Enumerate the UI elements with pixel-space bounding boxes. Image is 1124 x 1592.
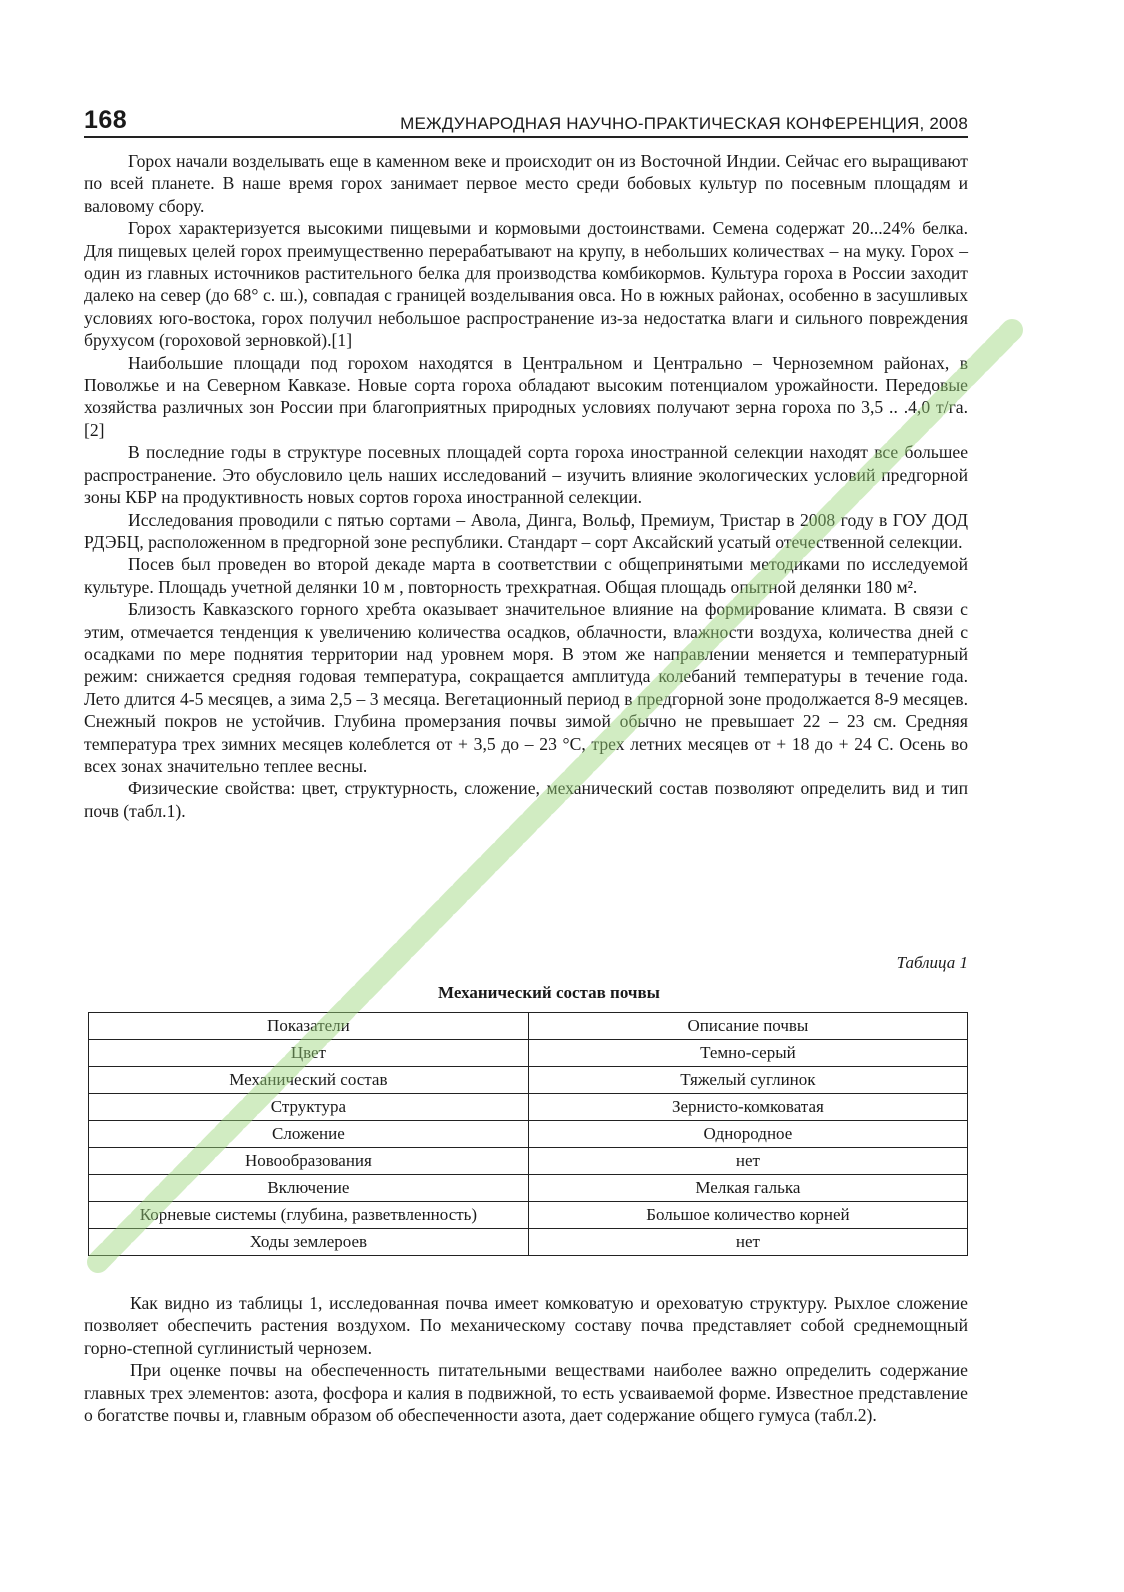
table-cell-description: Большое количество корней (528, 1202, 967, 1229)
table-row (89, 1121, 968, 1148)
table-row (89, 1148, 968, 1175)
table-cell-indicator: Корневые системы (глубина, разветвленность) (89, 1202, 529, 1229)
table-row (89, 1175, 968, 1202)
table-row (89, 1040, 968, 1067)
paragraph: В последние годы в структуре посевных площадей сорта гороха иностранной селекции находят все большее распространение. Это обусловило цель наших исследований – изучить влияние экологических условий предгорной зоны КБР на продуктивность новых сортов гороха иностранной селекции. (84, 442, 968, 508)
paragraph: Наибольшие площади под горохом находятся в Центральном и Центрально – Черноземном районах, в Поволжье и на Северном Кавказе. Новые сорта гороха обладают высоким потенциалом урожайности. Передовые хозяйства различных зон России при благоприятных природных условиях получают зерна гороха по 3,5 .. .4,0 т/га. [2] (84, 352, 968, 440)
table-cell-description: нет (528, 1229, 967, 1256)
table-cell-indicator: Механический состав (89, 1067, 529, 1094)
table-cell-description: Зернисто-комковатая (528, 1094, 967, 1121)
body-text-bottom (84, 1292, 968, 1426)
table-header-row (89, 1013, 968, 1040)
table-cell-indicator: Новообразования (89, 1148, 529, 1175)
body-text-top (84, 150, 968, 822)
page-number: 168 (84, 106, 128, 134)
table-cell-description: Темно-серый (528, 1040, 967, 1067)
table-cell-indicator: Включение (89, 1175, 529, 1202)
table-row (89, 1229, 968, 1256)
table-row (89, 1202, 968, 1229)
table-cell-description: Мелкая галька (528, 1175, 967, 1202)
paragraph: Горох начали возделывать еще в каменном веке и происходит он из Восточной Индии. Сейчас его выращивают по всей планете. В наше время горох занимает первое место среди бобовых культур по посевным площадям и валовому сбору. (84, 151, 968, 216)
paragraph: Посев был проведен во второй декаде марта в соответствии с общепринятыми методиками по исследуемой культуре. Площадь учетной делянки 10 м , повторность трехкратная. Общая площадь опытной делянки 180 м². (84, 554, 968, 597)
column-header-description: Описание почвы (528, 1013, 967, 1040)
table-cell-description: нет (528, 1148, 967, 1175)
page-header (84, 106, 968, 138)
paragraph: Близость Кавказского горного хребта оказывает значительное влияние на формирование климата. В связи с этим, отмечается тенденция к увеличению количества осадков, облачности, влажности воздуха, количества дней с осадками по мере поднятия территории над уровнем моря. В этом же направлении меняется и температурный режим: снижается средняя годовая температура, сокращается амплитуда колебаний температуры в течение года. Лето длится 4-5 месяцев, а зима 2,5 – 3 месяца. Вегетационный период в предгорной зоне продолжается 8-9 месяцев. Снежный покров не устойчив. Глубина промерзания почвы зимой обычно не превышает 22 – 23 см. Средняя температура трех зимних месяцев колеблется от + 3,5 до – 23 °С, трех летних месяцев от + 18 до + 24 С. Осень во всех зонах значительно теплее весны. (84, 599, 968, 776)
table-cell-description: Однородное (528, 1121, 967, 1148)
paragraph: Исследования проводили с пятью сортами – Авола, Динга, Вольф, Премиум, Тристар в 2008 году в ГОУ ДОД РДЭБЦ, расположенном в предгорной зоне республики. Стандарт – сорт Аксайский усатый отечественной селекции. (84, 509, 968, 552)
paragraph: Горох характеризуется высокими пищевыми и кормовыми достоинствами. Семена содержат 20...24% белка. Для пищевых целей горох преимущественно перерабатывают на крупу, в небольших количествах – на муку. Горох – один из главных источников растительного белка для производства комбикормов. Культура гороха в России заходит далеко на север (до 68° с. ш.), совпадая с границей возделывания овса. Но в южных районах, особенно в засушливых условиях юго-востока, горох получил небольшое распространение из-за недостатка влаги и сильного повреждения брухусом (гороховой зерновкой).[1] (84, 218, 968, 351)
running-title: МЕЖДУНАРОДНАЯ НАУЧНО-ПРАКТИЧЕСКАЯ КОНФЕРЕНЦИЯ, 2008 (400, 114, 968, 133)
column-header-indicators: Показатели (89, 1013, 529, 1040)
table-cell-indicator: Цвет (89, 1040, 529, 1067)
paragraph: Как видно из таблицы 1, исследованная почва имеет комковатую и ореховатую структуру. Рыхлое сложение позволяет обеспечить растения воздухом. По механическому составу почва представляет собой среднемощный горно-степной суглинистый чернозем. (84, 1293, 968, 1358)
paragraph: При оценке почвы на обеспеченность питательными веществами наиболее важно определить содержание главных трех элементов: азота, фосфора и калия в подвижной, то есть усваиваемой форме. Известное представление о богатстве почвы и, главным образом об обеспеченности азота, дает содержание общего гумуса (табл.2). (84, 1360, 968, 1426)
table-label: Таблица 1 (896, 953, 968, 972)
paragraph: Физические свойства: цвет, структурность, сложение, механический состав позволяют определить вид и тип почв (табл.1). (84, 778, 968, 821)
table-cell-description: Тяжелый суглинок (528, 1067, 967, 1094)
table-row (89, 1094, 968, 1121)
table-cell-indicator: Сложение (89, 1121, 529, 1148)
table-cell-indicator: Ходы землероев (89, 1229, 529, 1256)
table-row (89, 1067, 968, 1094)
table-title: Механический состав почвы (438, 983, 660, 1002)
soil-composition-table (88, 1012, 968, 1256)
table-cell-indicator: Структура (89, 1094, 529, 1121)
